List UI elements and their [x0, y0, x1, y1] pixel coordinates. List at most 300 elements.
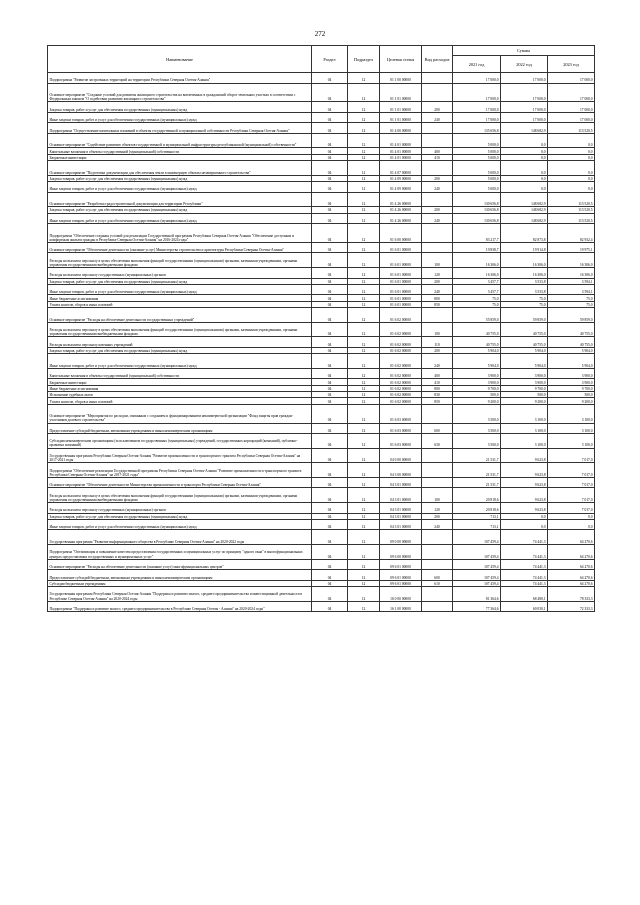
row-target-article: 01 6 02 00000 — [380, 337, 422, 348]
row-target-article: 01 6 02 00000 — [380, 368, 422, 379]
row-expense-type: 400 — [422, 148, 453, 154]
row-subsection: 12 — [348, 102, 380, 113]
row-section: 04 — [312, 477, 348, 488]
row-target-article: 01 6 03 00000 — [380, 423, 422, 434]
row-name: Основное мероприятие "Обеспечение деятельности Министерства промышленности и транспорта Республики Северная Осетия-Алания" — [48, 477, 312, 488]
row-name: Расходы на выплаты персоналу в целях обеспечения выполнения функций государственными (муниципальными) органами, казенными учреждениями, органами управления государственными внебюджетными фондами — [48, 488, 312, 503]
row-sum-2022: 3 100,0 — [501, 404, 548, 423]
row-sum-2022: 74 441,3 — [501, 530, 548, 545]
row-expense-type: 120 — [422, 503, 453, 514]
row-section: 04 — [312, 448, 348, 463]
row-target-article: 04 3 01 00000 — [380, 513, 422, 519]
row-subsection: 12 — [348, 559, 380, 570]
page-number: 272 — [314, 30, 326, 38]
row-expense-type — [422, 448, 453, 463]
row-name: Иные закупки товаров, работ и услуг для обеспечения государственных (муниципальных) нужд — [48, 284, 312, 295]
row-target-article: 01 1 01 00000 — [380, 102, 422, 113]
row-sum-2023: 17 000,0 — [548, 112, 595, 123]
row-subsection: 12 — [348, 354, 380, 369]
table-row — [48, 73, 595, 84]
row-sum-2023: 3 900,0 — [548, 368, 595, 379]
row-target-article: 01 6 01 00000 — [380, 268, 422, 279]
row-name: Закупка товаров, работ и услуг для обеспечения государственных (муниципальных) нужд — [48, 207, 312, 213]
row-section: 04 — [312, 385, 348, 391]
table-row — [48, 284, 595, 295]
row-sum-2022: 75,0 — [501, 301, 548, 307]
row-name: Субсидии некоммерческим организациям (за исключением государственных (муниципальных) учреждений, государственных корпораций (компаний), публично-правовых компаний) — [48, 434, 312, 449]
row-sum-2022: 148 682,9 — [501, 207, 548, 213]
row-name: Капитальные вложения в объекты государственной (муниципальной) собственности — [48, 148, 312, 154]
row-subsection: 12 — [348, 161, 380, 176]
row-sum-2021: 9 700,0 — [453, 385, 501, 391]
row-section: 04 — [312, 112, 348, 123]
row-target-article: 01 1 01 00000 — [380, 112, 422, 123]
row-sum-2021: 16 306,0 — [453, 253, 501, 268]
row-subsection: 12 — [348, 322, 380, 337]
row-name: Подпрограмма "Обеспечение создания условий для реализации Государственной программы Республики Северная Осетия-Алания "Обеспечение доступным и комфортным жильем граждан в Республике Северная Осетия-Алания" на 2016-2024 годы" — [48, 224, 312, 243]
row-sum-2021: 21 531,7 — [453, 477, 501, 488]
row-name: Уплата налогов, сборов и иных платежей — [48, 301, 312, 307]
row-sum-2022: 148 682,9 — [501, 213, 548, 224]
row-sum-2022: 68 480,1 — [501, 587, 548, 602]
row-target-article: 01 1 00 00000 — [380, 73, 422, 84]
row-expense-type: 240 — [422, 182, 453, 193]
row-sum-2023: 113 520,5 — [548, 207, 595, 213]
row-name: Государственная программа Республики Северная Осетия-Алания "Развитие промышленности и транспортного транзита Республики Северная Осетия-Алания" на 2017-2021 годы — [48, 448, 312, 463]
row-section: 04 — [312, 379, 348, 385]
row-subsection: 12 — [348, 73, 380, 84]
row-name: Основное мероприятие "Содействие развитию объектов государственной и муниципальной инфраструктуры республиканской (муниципальной) собственности" — [48, 133, 312, 148]
row-sum-2021: 3 500,0 — [453, 404, 501, 423]
row-sum-2021: 107 459,4 — [453, 580, 501, 586]
row-sum-2021: 81 364,6 — [453, 587, 501, 602]
row-section: 04 — [312, 580, 348, 586]
row-section: 04 — [312, 278, 348, 284]
row-target-article: 09 6 01 00000 — [380, 559, 422, 570]
row-sum-2022: 148 682,9 — [501, 192, 548, 207]
row-target-article: 01 4 26 00000 — [380, 207, 422, 213]
row-target-article: 01 6 02 00000 — [380, 392, 422, 398]
row-section: 04 — [312, 175, 348, 181]
row-target-article: 01 6 02 00000 — [380, 385, 422, 391]
row-sum-2021: 20 818,6 — [453, 503, 501, 514]
row-subsection: 12 — [348, 284, 380, 295]
table-row — [48, 601, 595, 612]
row-target-article: 09 6 01 00000 — [380, 570, 422, 581]
row-expense-type — [422, 242, 453, 253]
row-name: Предоставление субсидий бюджетным, автономным учреждениям и иным некоммерческим организациям — [48, 423, 312, 434]
row-sum-2022: 9 623,8 — [501, 488, 548, 503]
table-row — [48, 182, 595, 193]
row-sum-2023: 75,0 — [548, 301, 595, 307]
row-subsection: 12 — [348, 423, 380, 434]
row-target-article: 01 6 02 00000 — [380, 354, 422, 369]
row-name: Подпрограмма "Поддержка и развитие малого, среднего предпринимательства в Республике Северная Осетия - Алания" на 2020-2024 годы" — [48, 601, 312, 612]
row-sum-2021: 713,1 — [453, 519, 501, 530]
row-sum-2021: 135 656,8 — [453, 123, 501, 134]
table-row — [48, 322, 595, 337]
row-section: 04 — [312, 207, 348, 213]
row-target-article: 04 0 00 00000 — [380, 448, 422, 463]
row-name: Основное мероприятие "Мероприятия по расходам, связанным с созданием и функционированием некоммерческой организации "Фонд защиты прав граждан-участников долевого строительства" — [48, 404, 312, 423]
row-target-article: 16 0 00 00000 — [380, 587, 422, 602]
row-name: Основное мероприятие "Создание условий для развития жилищного строительства на вовлеченных в гражданский оборот земельных участках в соответствии с Федеральным законом "О содействии развитию жилищного строительства" — [48, 83, 312, 102]
row-sum-2022: 17 000,0 — [501, 102, 548, 113]
table-row — [48, 102, 595, 113]
row-sum-2021: 107 459,4 — [453, 570, 501, 581]
row-subsection: 12 — [348, 278, 380, 284]
row-subsection: 12 — [348, 268, 380, 279]
row-section: 04 — [312, 587, 348, 602]
row-sum-2021: 17 000,0 — [453, 112, 501, 123]
row-expense-type: 200 — [422, 347, 453, 353]
row-expense-type: 200 — [422, 102, 453, 113]
row-expense-type: 240 — [422, 112, 453, 123]
row-sum-2021: 3 457,7 — [453, 284, 501, 295]
row-expense-type: 830 — [422, 392, 453, 398]
header-target-article: Целевая статья — [380, 46, 422, 73]
row-name: Основное мероприятие "Расходы на обеспечение деятельности (оказание услуг) многофункциональных центров" — [48, 559, 312, 570]
row-name: Иные закупки товаров, работ и услуг для обеспечения государственных (муниципальных) нужд — [48, 182, 312, 193]
row-expense-type: 120 — [422, 268, 453, 279]
row-expense-type: 100 — [422, 253, 453, 268]
row-expense-type: 800 — [422, 385, 453, 391]
row-name: Иные закупки товаров, работ и услуг для обеспечения государственных (муниципальных) нужд — [48, 112, 312, 123]
row-target-article: 01 6 00 00000 — [380, 224, 422, 243]
row-sum-2022: 0,0 — [501, 182, 548, 193]
row-section: 04 — [312, 488, 348, 503]
table-row — [48, 192, 595, 207]
header-name: Наименование — [48, 46, 312, 73]
row-section: 04 — [312, 133, 348, 148]
row-subsection: 12 — [348, 224, 380, 243]
row-target-article: 09 6 01 00000 — [380, 580, 422, 586]
row-sum-2021: 9 200,0 — [453, 398, 501, 404]
row-name: Иные бюджетные ассигнования — [48, 295, 312, 301]
row-section: 04 — [312, 545, 348, 560]
row-expense-type: 600 — [422, 570, 453, 581]
table-row — [48, 161, 595, 176]
row-target-article: 16 1 00 00000 — [380, 601, 422, 612]
row-sum-2022: 0,0 — [501, 148, 548, 154]
row-sum-2021: 5 000,0 — [453, 175, 501, 181]
row-target-article: 01 6 01 00000 — [380, 284, 422, 295]
row-subsection: 12 — [348, 398, 380, 404]
row-sum-2022: 59 859,0 — [501, 308, 548, 323]
row-sum-2022: 0,0 — [501, 154, 548, 160]
table-row — [48, 337, 595, 348]
row-sum-2023: 17 000,0 — [548, 102, 595, 113]
row-sum-2022: 3 533,8 — [501, 278, 548, 284]
row-sum-2021: 5 000,0 — [453, 148, 501, 154]
row-name: Основное мероприятие "Обеспечение деятельности (оказание услуг) Министерства строительства и архитектуры Республики Северная Осетия-Алания" — [48, 242, 312, 253]
row-sum-2023: 0,0 — [548, 182, 595, 193]
header-year-2023: 2023 год — [548, 56, 595, 73]
row-expense-type: 240 — [422, 354, 453, 369]
row-expense-type: 850 — [422, 301, 453, 307]
row-subsection: 12 — [348, 301, 380, 307]
row-sum-2022: 17 000,0 — [501, 73, 548, 84]
row-sum-2023: 0,0 — [548, 519, 595, 530]
row-target-article: 04 3 01 00000 — [380, 488, 422, 503]
row-sum-2022: 5 904,0 — [501, 354, 548, 369]
row-sum-2022: 17 000,0 — [501, 83, 548, 102]
row-expense-type — [422, 224, 453, 243]
row-name: Подпрограмма "Развитие застроенных территорий на территории Республики Северная Осетия-Алания" — [48, 73, 312, 84]
row-sum-2023: 0,0 — [548, 154, 595, 160]
row-section: 04 — [312, 253, 348, 268]
row-sum-2021: 16 306,0 — [453, 268, 501, 279]
row-name: Подпрограмма "Оптимизация и повышение качества предоставления государственных и муниципальных услуг по принципу "одного окна" в многофункциональных центрах предоставления государственных и муниципальных услуг" — [48, 545, 312, 560]
row-expense-type — [422, 83, 453, 102]
table-row — [48, 434, 595, 449]
row-sum-2023: 19 975,1 — [548, 242, 595, 253]
row-sum-2023: 40 755,0 — [548, 322, 595, 337]
row-sum-2023: 3 100,0 — [548, 404, 595, 423]
row-sum-2022: 19 914,8 — [501, 242, 548, 253]
row-name: Основное мероприятие "Разработка градостроительной документации для территории Республики" — [48, 192, 312, 207]
row-subsection: 12 — [348, 175, 380, 181]
row-expense-type: 410 — [422, 154, 453, 160]
row-subsection: 12 — [348, 477, 380, 488]
row-sum-2021: 3 900,0 — [453, 379, 501, 385]
row-expense-type: 240 — [422, 213, 453, 224]
table-row — [48, 368, 595, 379]
row-sum-2021: 5 904,0 — [453, 354, 501, 369]
row-section: 04 — [312, 268, 348, 279]
row-expense-type: 630 — [422, 434, 453, 449]
row-sum-2022: 9 700,0 — [501, 385, 548, 391]
row-target-article: 01 4 01 00000 — [380, 154, 422, 160]
row-subsection: 12 — [348, 519, 380, 530]
row-sum-2023: 40 755,0 — [548, 337, 595, 348]
row-expense-type: 850 — [422, 398, 453, 404]
row-section: 04 — [312, 519, 348, 530]
row-expense-type — [422, 559, 453, 570]
table-row — [48, 477, 595, 488]
table-row — [48, 545, 595, 560]
row-expense-type: 240 — [422, 519, 453, 530]
row-subsection: 12 — [348, 570, 380, 581]
row-sum-2022: 74 441,3 — [501, 559, 548, 570]
table-row — [48, 404, 595, 423]
row-name: Иные бюджетные ассигнования — [48, 385, 312, 391]
row-section: 04 — [312, 503, 348, 514]
row-name: Иные закупки товаров, работ и услуг для обеспечения государственных (муниципальных) нужд — [48, 213, 312, 224]
row-section: 04 — [312, 242, 348, 253]
row-subsection: 12 — [348, 530, 380, 545]
row-target-article: 09 6 00 00000 — [380, 545, 422, 560]
row-sum-2023: 7 017,0 — [548, 503, 595, 514]
row-sum-2023: 82 932,4 — [548, 224, 595, 243]
row-name: Иные закупки товаров, работ и услуг для обеспечения государственных (муниципальных) нужд — [48, 519, 312, 530]
row-expense-type — [422, 545, 453, 560]
row-sum-2021: 17 000,0 — [453, 83, 501, 102]
row-sum-2023: 0,0 — [548, 148, 595, 154]
row-name: Государственная программа Республики Северная Осетия-Алания "Поддержка и развитие малого, среднего предпринимательства и инвестиционной деятельности в Республике Северная Осетия-Алания" на 2020-2024 годы — [48, 587, 312, 602]
row-section: 04 — [312, 308, 348, 323]
row-name: Закупка товаров, работ и услуг для обеспечения государственных (муниципальных) нужд — [48, 102, 312, 113]
row-sum-2023: 64 270,6 — [548, 545, 595, 560]
row-name: Исполнение судебных актов — [48, 392, 312, 398]
row-target-article: 01 6 02 00000 — [380, 308, 422, 323]
row-section: 04 — [312, 213, 348, 224]
table-row — [48, 423, 595, 434]
row-name: Бюджетные инвестиции — [48, 379, 312, 385]
row-sum-2022: 0,0 — [501, 175, 548, 181]
row-section: 04 — [312, 423, 348, 434]
row-sum-2023: 7 017,0 — [548, 488, 595, 503]
table-row — [48, 308, 595, 323]
row-name: Государственная программа "Развитие информационного общества в Республике Северная Осетия-Алания" на 2020-2022 годы — [48, 530, 312, 545]
row-sum-2021: 21 531,7 — [453, 448, 501, 463]
row-sum-2021: 3 457,7 — [453, 278, 501, 284]
row-expense-type: 200 — [422, 278, 453, 284]
row-target-article: 01 4 01 00000 — [380, 133, 422, 148]
row-target-article: 04 3 01 00000 — [380, 503, 422, 514]
row-sum-2022: 60 030,1 — [501, 601, 548, 612]
row-target-article: 01 4 09 00000 — [380, 182, 422, 193]
row-sum-2022: 500,0 — [501, 392, 548, 398]
row-target-article: 01 6 01 00000 — [380, 295, 422, 301]
row-target-article: 01 4 01 00000 — [380, 148, 422, 154]
row-expense-type: 200 — [422, 513, 453, 519]
row-expense-type — [422, 308, 453, 323]
row-sum-2023: 3 594,1 — [548, 284, 595, 295]
row-section: 04 — [312, 148, 348, 154]
row-sum-2022: 5 904,0 — [501, 347, 548, 353]
row-subsection: 12 — [348, 133, 380, 148]
row-sum-2021: 40 755,0 — [453, 337, 501, 348]
row-sum-2021: 75,0 — [453, 301, 501, 307]
row-name: Капитальные вложения в объекты государственной (муниципальной) собственности — [48, 368, 312, 379]
row-sum-2023: 78 333,3 — [548, 587, 595, 602]
row-name: Расходы на выплаты персоналу казенных учреждений — [48, 337, 312, 348]
row-sum-2023: 75,0 — [548, 295, 595, 301]
row-section: 04 — [312, 102, 348, 113]
row-subsection: 12 — [348, 182, 380, 193]
row-sum-2023: 113 520,5 — [548, 123, 595, 134]
row-target-article: 04 3 01 00000 — [380, 477, 422, 488]
row-sum-2023: 17 000,0 — [548, 73, 595, 84]
table-row — [48, 587, 595, 602]
row-section: 04 — [312, 398, 348, 404]
row-sum-2021: 17 000,0 — [453, 102, 501, 113]
table-row — [48, 354, 595, 369]
row-expense-type: 100 — [422, 488, 453, 503]
row-sum-2023: 3 100,0 — [548, 423, 595, 434]
row-expense-type: 400 — [422, 368, 453, 379]
row-name: Уплата налогов, сборов и иных платежей — [48, 398, 312, 404]
row-subsection: 12 — [348, 308, 380, 323]
row-section: 04 — [312, 530, 348, 545]
row-expense-type — [422, 530, 453, 545]
row-sum-2022: 0,0 — [501, 133, 548, 148]
row-target-article: 01 6 02 00000 — [380, 347, 422, 353]
row-section: 04 — [312, 295, 348, 301]
row-sum-2023: 3 100,0 — [548, 434, 595, 449]
row-expense-type: 200 — [422, 207, 453, 213]
row-target-article: 01 4 09 00000 — [380, 175, 422, 181]
header-section: Раздел — [312, 46, 348, 73]
row-expense-type: 110 — [422, 337, 453, 348]
row-sum-2021: 5 000,0 — [453, 133, 501, 148]
row-sum-2023: 9 700,0 — [548, 385, 595, 391]
table-row — [48, 253, 595, 268]
row-expense-type: 100 — [422, 322, 453, 337]
row-subsection: 12 — [348, 488, 380, 503]
row-sum-2021: 500,0 — [453, 392, 501, 398]
row-name: Закупка товаров, работ и услуг для обеспечения государственных (муниципальных) нужд — [48, 513, 312, 519]
row-section: 04 — [312, 392, 348, 398]
row-sum-2022: 75,0 — [501, 295, 548, 301]
row-sum-2023: 7 017,0 — [548, 477, 595, 488]
row-name: Расходы на выплаты персоналу в целях обеспечения выполнения функций государственными (муниципальными) органами, казенными учреждениями, органами управления государственными внебюджетными фондами — [48, 322, 312, 337]
row-sum-2023: 113 520,5 — [548, 213, 595, 224]
row-name: Подпрограмма "Обеспечение реализации Государственной программы Республики Северная Осетия-Алания "Развитие промышленности и транспортного транзита Республики Северная Осетия-Алания" на 2017-2021 годы" — [48, 463, 312, 478]
row-name: Основное мероприятие "Расходы на обеспечение деятельности государственных учреждений" — [48, 308, 312, 323]
row-sum-2022: 3 533,8 — [501, 284, 548, 295]
row-subsection: 12 — [348, 253, 380, 268]
row-subsection: 12 — [348, 368, 380, 379]
row-subsection: 12 — [348, 392, 380, 398]
row-sum-2021: 20 818,6 — [453, 488, 501, 503]
row-subsection: 12 — [348, 434, 380, 449]
row-sum-2021: 713,1 — [453, 513, 501, 519]
row-target-article: 01 4 00 00000 — [380, 123, 422, 134]
row-expense-type: 200 — [422, 175, 453, 181]
row-subsection: 12 — [348, 503, 380, 514]
row-sum-2022: 3 100,0 — [501, 423, 548, 434]
table-row — [48, 268, 595, 279]
row-expense-type: 600 — [422, 423, 453, 434]
row-section: 04 — [312, 322, 348, 337]
row-target-article: 01 6 02 00000 — [380, 322, 422, 337]
row-subsection: 12 — [348, 513, 380, 519]
row-sum-2022: 3 100,0 — [501, 434, 548, 449]
row-section: 04 — [312, 182, 348, 193]
table-row — [48, 448, 595, 463]
row-expense-type — [422, 477, 453, 488]
row-sum-2022: 40 755,0 — [501, 322, 548, 337]
row-sum-2023: 0,0 — [548, 133, 595, 148]
row-sum-2022: 0,0 — [501, 161, 548, 176]
row-name: Закупка товаров, работ и услуг для обеспечения государственных (муниципальных) нужд — [48, 347, 312, 353]
row-section: 04 — [312, 463, 348, 478]
row-subsection: 12 — [348, 587, 380, 602]
row-sum-2023: 0,0 — [548, 175, 595, 181]
row-target-article: 01 6 01 00000 — [380, 301, 422, 307]
table-row — [48, 133, 595, 148]
row-subsection: 12 — [348, 448, 380, 463]
row-sum-2023: 64 270,6 — [548, 570, 595, 581]
row-sum-2021: 107 459,4 — [453, 545, 501, 560]
header-year-2022: 2022 год — [501, 56, 548, 73]
table-row — [48, 242, 595, 253]
row-section: 04 — [312, 570, 348, 581]
row-subsection: 12 — [348, 545, 380, 560]
row-sum-2023: 16 306,0 — [548, 268, 595, 279]
row-section: 04 — [312, 154, 348, 160]
row-sum-2021: 107 459,4 — [453, 530, 501, 545]
row-subsection: 12 — [348, 295, 380, 301]
row-subsection: 12 — [348, 242, 380, 253]
row-section: 04 — [312, 559, 348, 570]
row-expense-type — [422, 133, 453, 148]
row-sum-2022: 9 623,8 — [501, 448, 548, 463]
row-expense-type — [422, 192, 453, 207]
row-sum-2022: 16 306,0 — [501, 253, 548, 268]
